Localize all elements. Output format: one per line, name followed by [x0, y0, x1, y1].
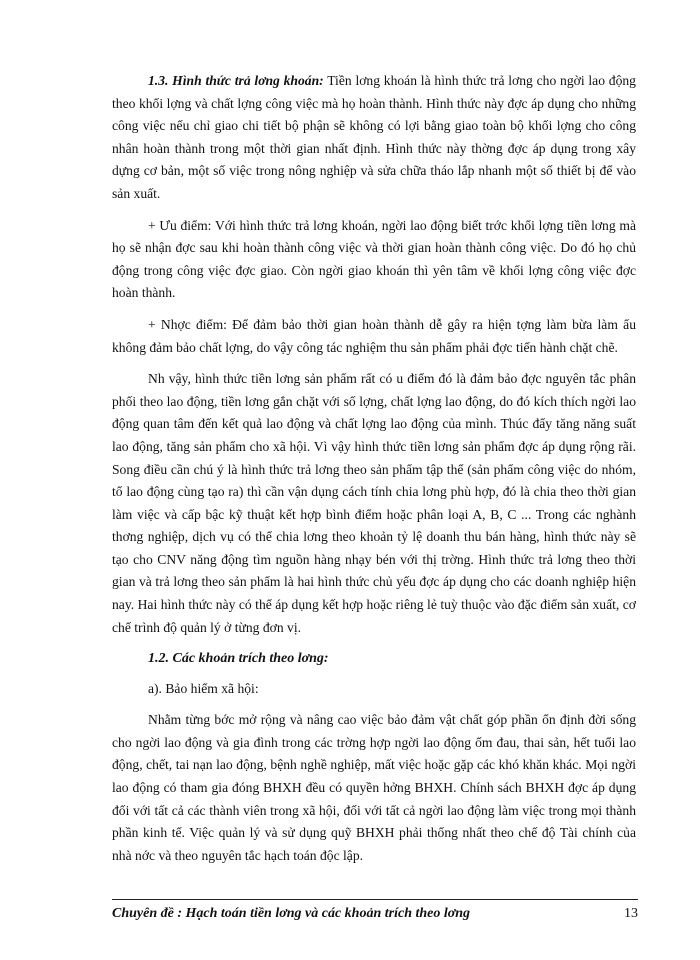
section-1-2-subheading: a). Bảo hiểm xã hội: [148, 681, 259, 697]
section-1-3-paragraph [112, 70, 636, 206]
advantages-paragraph: + Ưu điểm: Với hình thức trả lơng khoán, ngời lao động biết trớc khối lợng tiền lơng mà họ sẽ nhận đợc sau khi hoàn thành công việc và thời gian hoàn thành công việc. Do đó họ chủ động trong công việc đợc giao. Còn ngời giao khoán thì yên tâm về khối lợng công việc đợc hoàn thành. [112, 217, 636, 301]
section-1-3-heading: 1.3. Hình thức trả lơng khoán: [148, 73, 324, 88]
bhxh-paragraph: Nhằm từng bớc mở rộng và nâng cao việc bảo đảm vật chất góp phần ổn định đời sống cho ngời lao động và gia đình trong các trờng hợp ngời lao động ốm đau, thai sản, hết tuổi lao động, chết, tai nạn lao động, bệnh nghề nghiệp, mất việc hoặc gặp các khó khăn khác. Mọi ngời lao động có tham gia đóng BHXH đều có quyền hởng BHXH. Chính sách BHXH đợc áp dụng đối với tất cả các thành viên trong xã hội, đối với tất cả ngời lao động làm việc trong mọi thành phần kinh tế. Việc quản lý và sử dụng quỹ BHXH phải thống nhất theo chế độ Tài chính của nhà nớc và theo nguyên tắc hạch toán độc lập. [112, 712, 636, 863]
footer-title: Chuyên đề : Hạch toán tiền lơng và các khoản trích theo lơng [112, 906, 471, 921]
page-number: 13 [624, 906, 638, 921]
page-footer [112, 899, 638, 922]
disadvantages-paragraph: + Nhợc điểm: Để đảm bảo thời gian hoàn thành dễ gây ra hiện tợng làm bừa làm ẩu không đảm bảo chất lợng, do vậy công tác nghiệm thu sản phẩm phải đợc tiến hành chặt chẽ. [112, 316, 636, 355]
section-1-3-body: Tiền lơng khoán là hình thức trả lơng cho ngời lao động theo khối lợng và chất lợng công việc mà họ hoàn thành. Hình thức này đợc áp dụng cho những công việc nếu chỉ giao chi tiết bộ phận sẽ không có lợi bằng giao toàn bộ khối lợng cho công nhân hoàn thành trong một thời gian nhất định. Hình thức này thờng đợc áp dụng trong xây dựng cơ bản, một số việc trong nông nghiệp và sửa chữa tháo lắp nhanh một số thiết bị để vào sản xuất. [112, 73, 636, 201]
page-content [112, 70, 636, 876]
summary-paragraph: Nh vậy, hình thức tiền lơng sản phẩm rất có u điểm đó là đảm bảo đợc nguyên tắc phân phối theo lao động, tiền lơng gắn chặt với số lợng, chất lợng lao động, do đó kích thích ngời lao động quan tâm đến kết quả lao động và chất lợng lao động của mình. Thúc đẩy tăng năng suất lao động, tăng sản phẩm cho xã hội. Vì vậy hình thức tiền lơng sản phẩm đợc áp dụng rộng rãi. Song điều cần chú ý là hình thức trả lơng theo sản phẩm tập thể (sản phẩm công việc do nhóm, tổ lao động cùng tạo ra) thì cần vận dụng cách tính chia lơng phù hợp, đó là chia theo thời gian làm việc và cấp bậc kỹ thuật kết hợp bình điểm hoặc phân loại A, B, C ... Trong các nghành thơng nghiệp, dịch vụ có thể chia lơng theo khoản tỷ lệ doanh thu bán hàng, hình thức này sẽ tạo cho CNV năng động tìm nguồn hàng nhạy bén với thị trờng. Hình thức trả lơng theo thời gian và trả lơng theo sản phẩm là hai hình thức chủ yếu đợc áp dụng cho các doanh nghiệp hiện nay. Hai hình thức này có thể áp dụng kết hợp hoặc riêng lẻ tuỳ thuộc vào đặc điểm sản xuất, cơ chế trình độ quản lý ở từng đơn vị. [112, 371, 636, 635]
section-1-2-heading: 1.2. Các khoản trích theo lơng: [148, 651, 329, 667]
